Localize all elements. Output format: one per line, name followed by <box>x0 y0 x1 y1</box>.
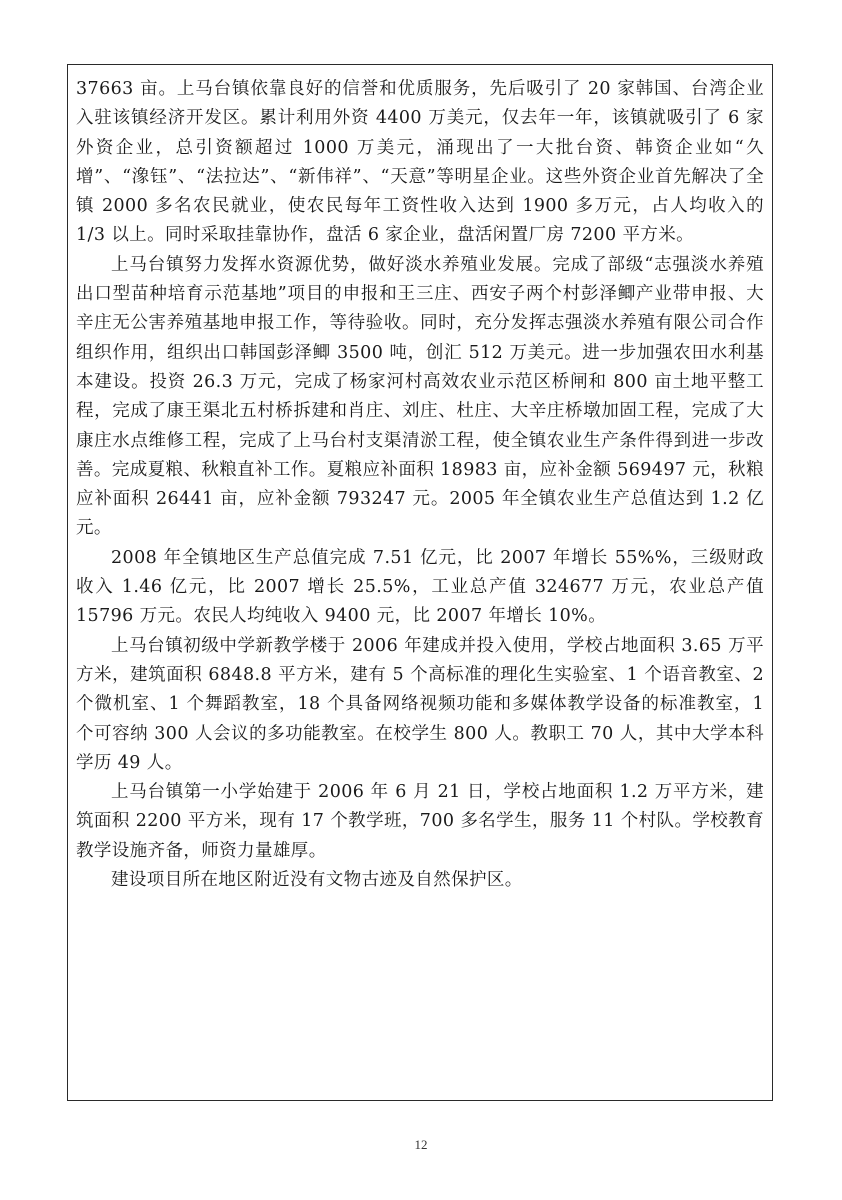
document-body <box>76 75 764 895</box>
paragraph-5: 上马台镇第一小学始建于 2006 年 6 月 21 日，学校占地面积 1.2 万平方米，建筑面积 2200 平方米，现有 17 个教学班，700 多名学生，服务 11 个村队。学校教育教学设施齐备，师资力量雄厚。 <box>76 782 764 861</box>
content-frame <box>67 64 773 1101</box>
paragraph-4: 上马台镇初级中学新教学楼于 2006 年建成并投入使用，学校占地面积 3.65 万平方米，建筑面积 6848.8 平方米，建有 5 个高标准的理化生实验室、1 个语音教室、2 个微机室、1 个舞蹈教室，18 个具备网络视频功能和多媒体教学设备的标准教室，1 个可容纳 300 人会议的多功能教室。在校学生 800 人。教职工 70 人，其中大学本科学历 49 人。 <box>76 635 764 773</box>
paragraph-3: 2008 年全镇地区生产总值完成 7.51 亿元，比 2007 年增长 55%%，三级财政收入 1.46 亿元，比 2007 增长 25.5%，工业总产值 324677 万元，农业总产值 15796 万元。农民人均纯收入 9400 元，比 2007 年增长 10%。 <box>76 547 764 627</box>
paragraph-6: 建设项目所在地区附近没有文物古迹及自然保护区。 <box>111 870 523 891</box>
page-number: 12 <box>414 1137 428 1152</box>
paragraph-1: 37663 亩。上马台镇依靠良好的信誉和优质服务，先后吸引了 20 家韩国、台湾企业入驻该镇经济开发区。累计利用外资 4400 万美元，仅去年一年，该镇就吸引了 6 家外资企业，总引资额超过 1000 万美元，涌现出了一大批台资、韩资企业如“久增”、“潒钰”、“法拉达”、“新伟祥”、“天意”等明星企业。这些外资企业首先解决了全镇 2000 多名农民就业，使农民每年工资性收入达到 1900 多万元，占人均收入的 1/3 以上。同时采取挂靠协作，盘活 6 家企业，盘活闲置厂房 7200 平方米。 <box>76 79 764 246</box>
paragraph-2: 上马台镇努力发挥水资源优势，做好淡水养殖业发展。完成了部级“志强淡水养殖出口型苗种培育示范基地”项目的申报和王三庄、西安子两个村彭泽鲫产业带申报、大辛庄无公害养殖基地申报工作，等待验收。同时，充分发挥志强淡水养殖有限公司合作组织作用，组织出口韩国彭泽鲫 3500 吨，创汇 512 万美元。进一步加强农田水利基本建设。投资 26.3 万元，完成了杨家河村高效农业示范区桥闸和 800 亩土地平整工程，完成了康王渠北五村桥拆建和肖庄、刘庄、杜庄、大辛庄桥墩加固工程，完成了大康庄水点维修工程，完成了上马台村支渠清淤工程，使全镇农业生产条件得到进一步改善。完成夏粮、秋粮直补工作。夏粮应补面积 18983 亩，应补金额 569497 元，秋粮应补面积 26441 亩，应补金额 793247 元。2005 年全镇农业生产总值达到 1.2 亿元。 <box>76 254 764 539</box>
